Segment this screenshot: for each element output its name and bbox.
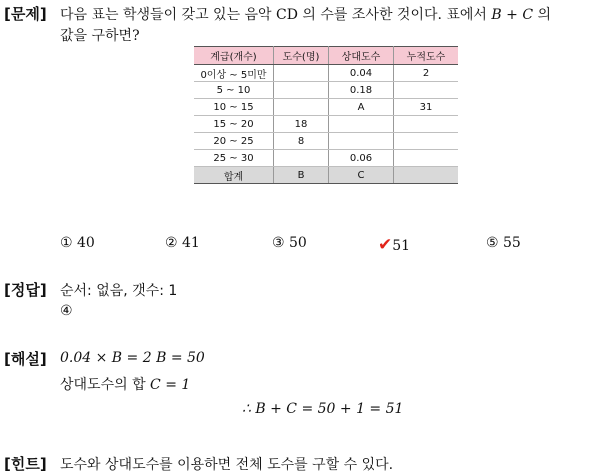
table-cell: 10 ~ 15 (194, 99, 274, 116)
header-frequency: 도수(명) (274, 47, 329, 65)
problem-text-pre: 다음 표는 학생들이 갖고 있는 음악 CD 의 수를 조사한 것이다. 표에서 (60, 7, 492, 23)
table-cell (274, 150, 329, 167)
table-cell: 20 ~ 25 (194, 133, 274, 150)
table-row (194, 65, 458, 82)
choice-value: 51 (392, 238, 411, 254)
table-cell (394, 150, 459, 167)
table-header-row (194, 47, 458, 65)
total-relative-frequency: C (329, 167, 394, 184)
choice-4[interactable] (378, 235, 410, 255)
table-cell (394, 116, 459, 133)
choice-number: ① (60, 235, 73, 251)
checkmark-icon: ✔ (378, 235, 393, 255)
choice-number: ⑤ (486, 235, 499, 251)
header-class: 계급(개수) (194, 47, 274, 65)
table-cell (394, 82, 459, 99)
problem-text-line2: 값을 구하면? (60, 28, 140, 44)
table-cell (274, 82, 329, 99)
explanation-line2-text: 상대도수의 합 (60, 377, 151, 393)
table-row (194, 116, 458, 133)
table-total-row (194, 167, 458, 184)
explanation-line2 (60, 374, 190, 394)
hint-label: [힌트] (4, 455, 47, 473)
choice-value: 41 (182, 235, 200, 251)
total-label: 합계 (194, 167, 274, 184)
table-cell: A (329, 99, 394, 116)
table-cell (329, 133, 394, 150)
problem-text-line1 (60, 4, 551, 24)
table-cell (394, 133, 459, 150)
table-cell: 31 (394, 99, 459, 116)
choice-5[interactable] (486, 235, 521, 251)
choice-1[interactable] (60, 235, 95, 251)
choice-2[interactable] (165, 235, 200, 251)
table-cell: 5 ~ 10 (194, 82, 274, 99)
table-cell (274, 65, 329, 82)
table-cell: 0.04 (329, 65, 394, 82)
frequency-table (194, 46, 458, 184)
table-cell: 18 (274, 116, 329, 133)
choice-value: 50 (289, 235, 307, 251)
answer-line1: 순서: 없음, 갯수: 1 (60, 283, 178, 299)
table-row (194, 133, 458, 150)
table-cell: 0이상 ~ 5미만 (194, 65, 274, 82)
choice-number: ③ (272, 235, 285, 251)
header-cumulative-frequency: 누적도수 (394, 47, 459, 65)
table-cell: 2 (394, 65, 459, 82)
table-row (194, 82, 458, 99)
explanation-line3: ∴ B + C = 50 + 1 = 51 (242, 401, 404, 417)
problem-text-post: 의 (533, 7, 552, 23)
table-cell: 8 (274, 133, 329, 150)
choice-number: ② (165, 235, 178, 251)
problem-expression: B + C (491, 7, 534, 23)
table-cell: 0.18 (329, 82, 394, 99)
table-cell: 25 ~ 30 (194, 150, 274, 167)
explanation-line2-math: C = 1 (150, 377, 191, 393)
problem-label: [문제] (4, 5, 47, 23)
choice-value: 40 (77, 235, 95, 251)
table-cell: 15 ~ 20 (194, 116, 274, 133)
hint-text: 도수와 상대도수를 이용하면 전체 도수를 구할 수 있다. (60, 457, 394, 473)
header-relative-frequency: 상대도수 (329, 47, 394, 65)
total-frequency: B (274, 167, 329, 184)
answer-label: [정답] (4, 281, 47, 299)
table-row (194, 150, 458, 167)
table-cell (274, 99, 329, 116)
choice-value: 55 (503, 235, 521, 251)
table-cell: 0.06 (329, 150, 394, 167)
explanation-line1: 0.04 × B = 2 B = 50 (60, 350, 205, 366)
answer-line2: ④ (60, 303, 73, 319)
table-cell (329, 116, 394, 133)
total-cumulative (394, 167, 459, 184)
table-row (194, 99, 458, 116)
explanation-label: [해설] (4, 350, 47, 368)
choice-3[interactable] (272, 235, 307, 251)
